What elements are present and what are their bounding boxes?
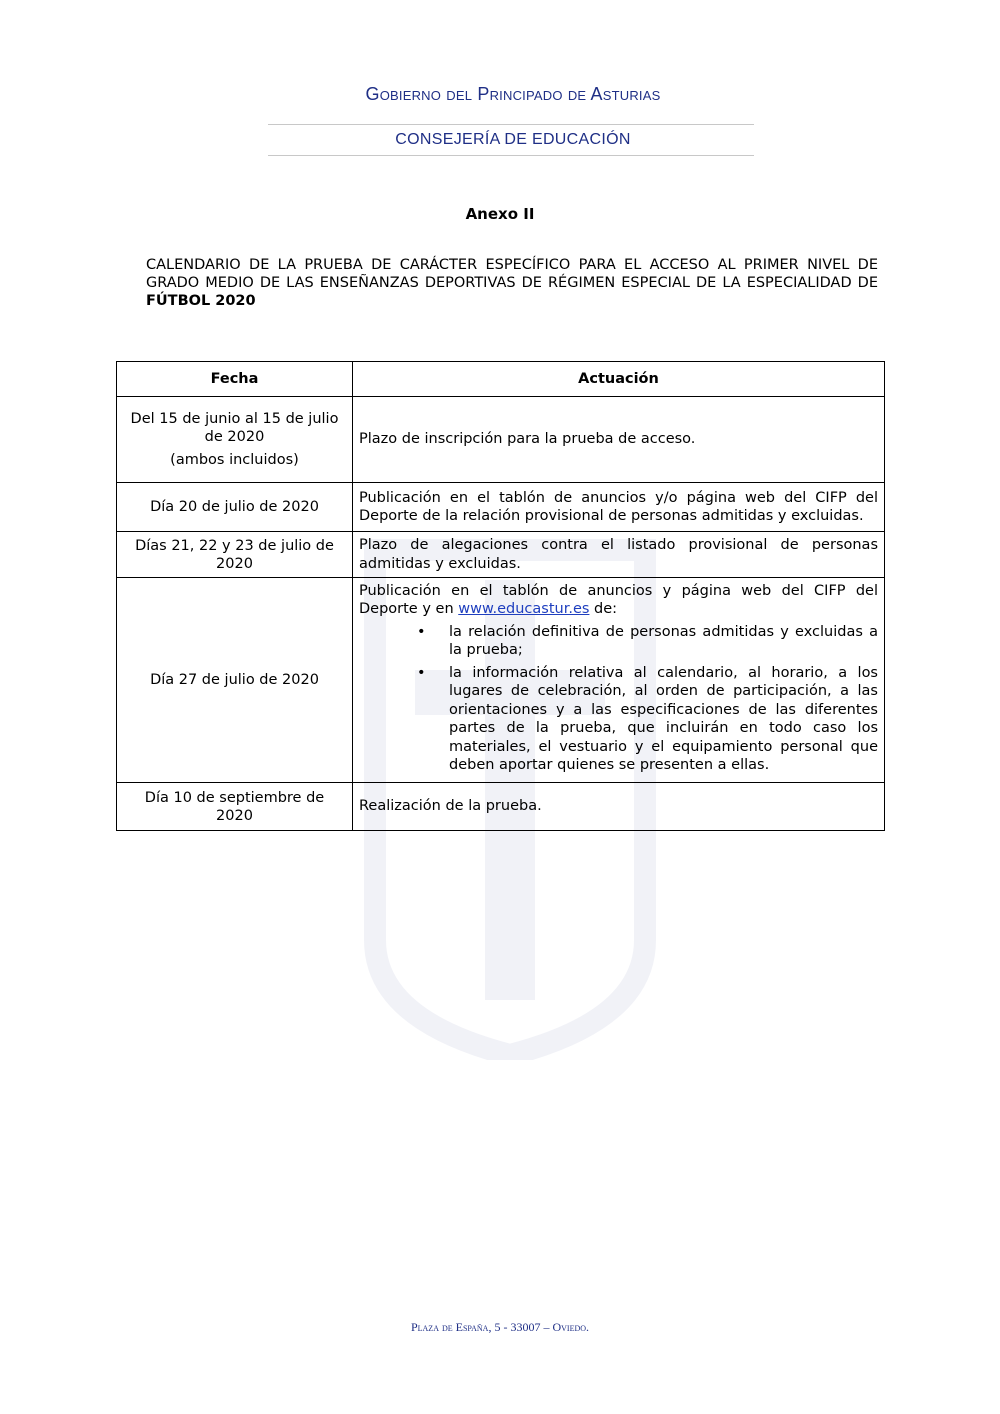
header-divider-bottom [268, 155, 754, 156]
date-cell: Días 21, 22 y 23 de julio de 2020 [117, 532, 353, 578]
page-footer: Plaza de España, 5 - 33007 – Oviedo. [410, 1320, 590, 1334]
table-row [117, 783, 885, 831]
table-row [117, 397, 885, 483]
intro-bold-text: FÚTBOL 2020 [146, 293, 256, 309]
date-cell: Día 10 de septiembre de 2020 [117, 783, 353, 831]
annex-title: Anexo II [465, 205, 535, 223]
calendar-table [116, 361, 885, 831]
action-intro-text: Publicación en el tablón de anuncios y página web del CIFP del Deporte y en [359, 582, 878, 617]
action-cell: Plazo de alegaciones contra el listado provisional de personas admitidas y excluidas. [353, 532, 885, 578]
table-row [117, 483, 885, 532]
table-row [117, 532, 885, 578]
header-action: Actuación [353, 362, 885, 397]
action-intro-end: de: [594, 601, 618, 617]
date-cell: Día 27 de julio de 2020 [117, 578, 353, 783]
date-cell [117, 397, 353, 483]
date-note: (ambos incluidos) [170, 452, 299, 468]
date-cell: Día 20 de julio de 2020 [117, 483, 353, 532]
department-title: CONSEJERÍA DE EDUCACIÓN [395, 131, 631, 148]
table-row [117, 578, 885, 783]
table-header-row [117, 362, 885, 397]
bullet-list [359, 623, 878, 775]
action-cell [353, 578, 885, 783]
list-item: • la relación definitiva de personas admitidas y excluidas a la prueba; [449, 623, 878, 660]
action-cell: Publicación en el tablón de anuncios y/o página web del CIFP del Deporte de la relación provisional de personas admitidas y excluidas. [353, 483, 885, 532]
list-item: • la información relativa al calendario, al horario, a los lugares de celebración, al orden de participación, a las orientaciones y a las especificaciones de las diferentes partes de la prueba, que incluirán en todo caso los materiales, el vestuario y el equipamiento personal que deben aportar quienes se presenten a ellas. [449, 664, 878, 775]
action-intro [359, 582, 878, 619]
action-cell: Plazo de inscripción para la prueba de acceso. [353, 397, 885, 483]
action-cell: Realización de la prueba. [353, 783, 885, 831]
intro-text: CALENDARIO DE LA PRUEBA DE CARÁCTER ESPECÍFICO PARA EL ACCESO AL PRIMER NIVEL DE GRADO MEDIO DE LAS ENSEÑANZAS DEPORTIVAS DE RÉGIMEN ESPECIAL DE LA ESPECIALIDAD DE [146, 257, 878, 291]
date-text: Del 15 de junio al 15 de julio de 2020 [130, 411, 339, 445]
government-title: Gobierno del Principado de Asturias [365, 84, 661, 104]
educastur-link[interactable]: www.educastur.es [458, 601, 590, 617]
header-divider-top [268, 124, 754, 125]
intro-paragraph [146, 256, 878, 310]
header-date: Fecha [117, 362, 353, 397]
